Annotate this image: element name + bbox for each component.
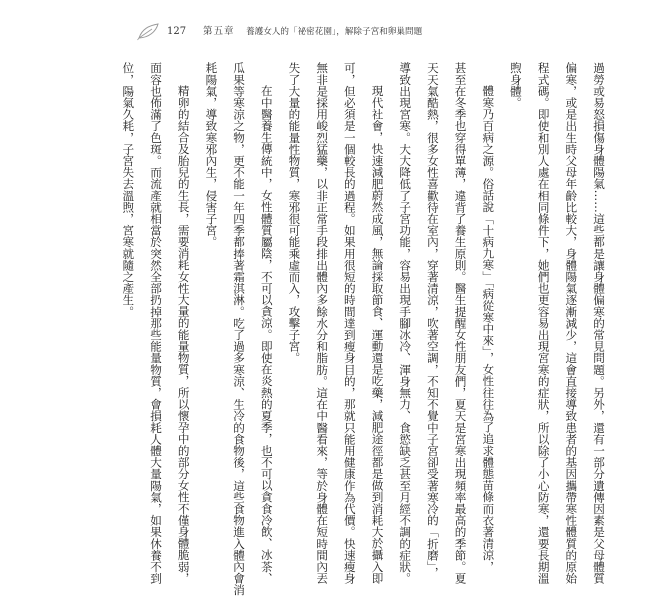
text-column: 甚至在冬季也穿得單薄，違背了養生原則。醫生提醒女性朋友們，夏天是宮寒出現頻率最高的季節。夏 — [453, 62, 468, 584]
text-column: 偏寒，或是出生時父母年齡比較大，身體陽氣逐漸減少，這會直接導致患者的基因攜帶寒性體質的原始 — [564, 62, 579, 584]
text-column: 天天氣酷熱，很多女性喜歡待在室內，穿著清涼，吹著空調，不知不覺中子宮卻受著寒冷的「折磨」， — [425, 62, 440, 579]
text-column: 程式碼。即使和別人處在相同條件下，她們也更容易出現宮寒的症狀，所以除了小心防寒，還要長期溫 — [536, 62, 551, 584]
paragraph — [280, 62, 391, 602]
text-column: 煦身體。 — [508, 62, 523, 109]
page-number: 127 — [167, 26, 187, 37]
text-column: 耗陽氣，導致寒邪內生，侵害子宮。 — [204, 62, 219, 248]
running-head — [0, 0, 655, 50]
chapter-label: 第五章 — [203, 26, 235, 37]
text-column: 位，陽氣久耗，子宮失去溫煦，宮寒就隨之產生。 — [121, 62, 136, 318]
text-column: 可，但必須是一個較長的過程。如果用很短的時間達到瘦身目的，那就只能用健康作為代價。快速瘦身 — [342, 62, 357, 584]
text-column: 失了大量的能量性物質，寒邪很可能乘虛而入，攻擊子宮。 — [287, 62, 302, 364]
text-column: 面容也佈滿了色斑。而流產就相當於突然全部扔掉那些能量物質，會損耗人體大量陽氣，如果休養不到 — [149, 62, 163, 584]
text-column: 過勞或易怒損傷身體陽氣……這些都是讓身體偏寒的常見問題。另外，還有一部分遺傳因素是父母體質 — [592, 62, 606, 584]
text-column: 導致出現宮寒。大大降低了子宮功能，容易出現手腳冰冷、渾身無力、食慾缺乏甚至月經不調的症狀。 — [398, 62, 413, 584]
text-column: 瓜果等寒涼之物，更不能一年四季都捧著霜淇淋。吃了過多寒涼、生冷的食物後，這些食物進入體內會消 — [232, 62, 247, 596]
text-column: 在中醫養生傳統中，女性體質屬陰，不可以貪涼。即使在炎熱的夏季，也不可以貪食冷飲、冰茶、 — [259, 85, 274, 584]
body-text — [113, 62, 612, 602]
paragraph-continued — [501, 62, 612, 602]
paragraph — [391, 62, 502, 602]
text-column: 體寒乃百病之源。俗話說「十病九寒」「病從寒中來」，女性往往為了追求體態苗條而衣著清涼， — [481, 85, 496, 573]
chapter-title: 養護女人的「祕密花園」，解除子宮和卵巢問題 — [246, 27, 423, 37]
text-column: 現代社會，快速減肥蔚然成風，無論採取節食、運動還是吃藥，減肥途徑都是做到消耗大於攝入即 — [370, 85, 385, 584]
paragraph — [114, 62, 197, 602]
text-column: 無非是採用峻烈猛藥，以非正常手段排出體內多餘水分和脂肪。這在中醫看來，等於身體在短時間內丟 — [315, 62, 330, 584]
leaf-icon — [136, 22, 160, 42]
text-column: 精卵的結合及胎兒的生長，需要消耗女性大量的能量物質，所以懷孕中的部分女性不僅身體脆弱， — [176, 85, 191, 584]
paragraph — [197, 62, 280, 602]
